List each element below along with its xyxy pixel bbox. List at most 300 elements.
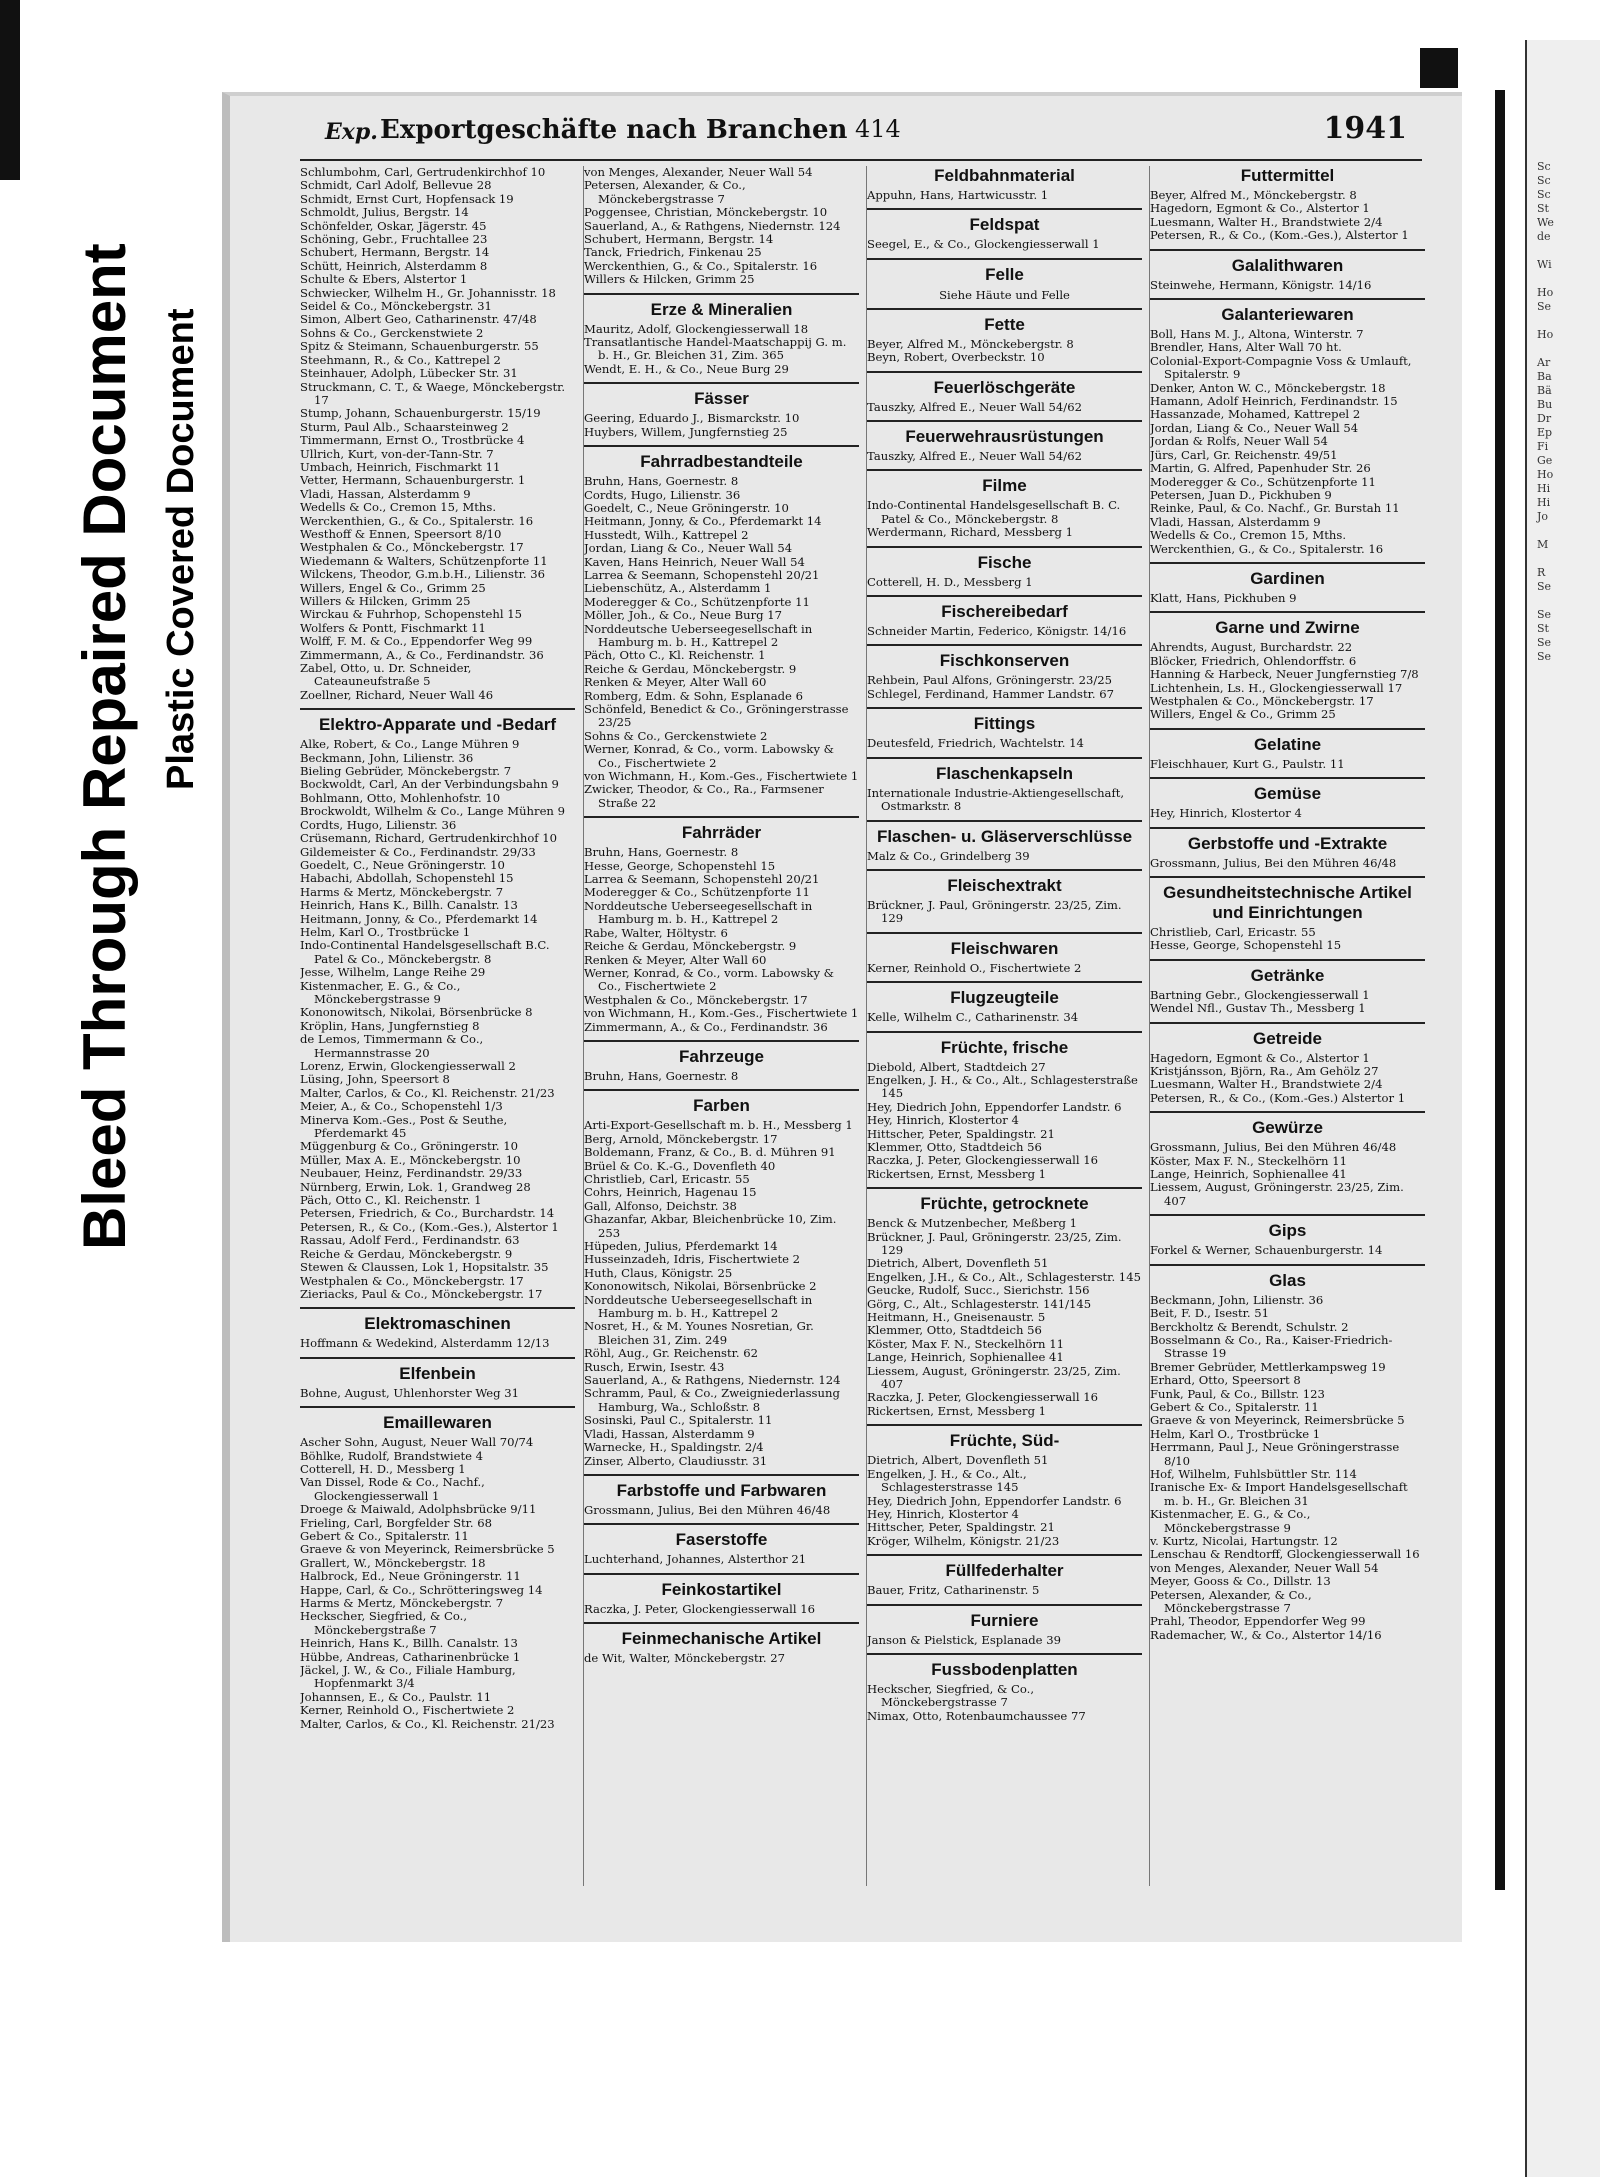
directory-entry: Rickertsen, Ernst, Messberg 1	[867, 1403, 1047, 1418]
directory-entry: Norddeutsche Ueberseegesellschaft in Hamburg m. b. H., Kattrepel 2	[584, 898, 813, 927]
directory-entry: Bohne, August, Uhlenhorster Weg 31	[300, 1385, 520, 1400]
directory-entry: Zoellner, Richard, Neuer Wall 46	[300, 687, 494, 702]
strip-fragment: Se	[1537, 650, 1552, 663]
directory-entry: Helm, Karl O., Trostbrücke 1	[300, 924, 471, 939]
directory-entry: Nimax, Otto, Rotenbaumchaussee 77	[867, 1708, 1086, 1723]
directory-entry: Geering, Eduardo J., Bismarckstr. 10	[584, 411, 800, 426]
directory-entry: Ullrich, Kurt, von-der-Tann-Str. 7	[300, 446, 494, 461]
directory-entry: Zimmermann, A., & Co., Ferdinandstr. 36	[300, 647, 544, 662]
directory-entry: Bockwoldt, Carl, An der Verbindungsbahn 9	[300, 777, 559, 792]
directory-entry: Petersen, R., & Co., (Kom.-Ges.), Alstertor 1	[1150, 228, 1409, 243]
header-year: 1941	[1323, 111, 1407, 146]
directory-entry: Berg, Arnold, Mönckebergstr. 17	[584, 1131, 778, 1146]
directory-entry: Moderegger & Co., Schützenpforte 11	[1150, 474, 1376, 489]
section-heading: Früchte, getrocknete	[867, 1187, 1142, 1214]
directory-entry: Jordan, Liang & Co., Neuer Wall 54	[584, 541, 793, 556]
directory-entry: Tauszky, Alfred E., Neuer Wall 54/62	[867, 449, 1082, 464]
strip-fragment	[1537, 314, 1554, 328]
directory-entry: Köster, Max F. N., Steckelhörn 11	[867, 1336, 1064, 1351]
directory-entry: Beyer, Alfred M., Mönckebergstr. 8	[1150, 188, 1357, 202]
directory-entry: Westphalen & Co., Mönckebergstr. 17	[300, 1273, 524, 1288]
directory-entry: Neubauer, Heinz, Ferdinandstr. 29/33	[300, 1166, 523, 1181]
directory-entry: Blöcker, Friedrich, Ohlendorffstr. 6	[1150, 653, 1357, 668]
directory-entry: Fleischhauer, Kurt G., Paulstr. 11	[1150, 756, 1345, 771]
directory-entry: Bieling Gebrüder, Mönckebergstr. 7	[300, 764, 512, 779]
directory-entry: Kerner, Reinhold O., Fischertwiete 2	[300, 1703, 515, 1718]
directory-entry: Vetter, Hermann, Schauenburgerstr. 1	[300, 473, 526, 488]
directory-entry: Schütt, Heinrich, Alsterdamm 8	[300, 258, 488, 273]
directory-entry: Forkel & Werner, Schauenburgerstr. 14	[1150, 1243, 1383, 1258]
section-heading: Felle	[867, 258, 1142, 285]
directory-entry: Jürs, Carl, Gr. Reichenstr. 49/51	[1150, 447, 1338, 462]
directory-entry: Indo-Continental Handelsgesellschaft B. C. Patel & Co., Mönckebergstr. 8	[867, 498, 1121, 526]
directory-entry: Schmoldt, Julius, Bergstr. 14	[300, 205, 469, 220]
directory-entry: Hagedorn, Egmont & Co., Alstertor 1	[1150, 1050, 1370, 1065]
directory-entry: Kristjánsson, Björn, Ra., Am Gehölz 27	[1150, 1064, 1379, 1079]
directory-entry: Wirckau & Fuhrhop, Schopenstehl 15	[300, 607, 523, 622]
directory-entry: Kononowitsch, Nikolai, Börsenbrücke 2	[584, 1279, 817, 1294]
directory-entry: Petersen, Juan D., Pickhuben 9	[1150, 487, 1332, 502]
directory-entry: Wendel Nfl., Gustav Th., Messberg 1	[1150, 1001, 1366, 1016]
directory-entry: Simon, Albert Geo, Catharinenstr. 47/48	[300, 312, 537, 327]
section-heading: Farben	[584, 1089, 859, 1116]
directory-entry: Hamann, Adolf Heinrich, Ferdinandstr. 15	[1150, 394, 1398, 409]
directory-entry: Westphalen & Co., Mönckebergstr. 17	[1150, 693, 1374, 708]
directory-entry: Graeve & von Meyerinck, Reimersbrücke 5	[1150, 1413, 1405, 1428]
strip-fragment: Hi	[1537, 482, 1551, 495]
section-heading: Fässer	[584, 382, 859, 409]
section-heading: Flaschen- u. Gläserverschlüsse	[867, 820, 1142, 847]
directory-entry: Bruhn, Hans, Goernestr. 8	[584, 845, 739, 860]
plastic-covered-label: Plastic Covered Document	[160, 308, 202, 790]
directory-entry: Wilckens, Theodor, G.m.b.H., Lilienstr. 36	[300, 567, 546, 582]
directory-entry: Zabel, Otto, u. Dr. Schneider, Cateauneufstraße 5	[300, 661, 472, 689]
directory-entry: Petersen, R., & Co., (Kom.-Ges.) Alstertor 1	[1150, 1090, 1406, 1105]
directory-entry: Sosinski, Paul C., Spitalerstr. 11	[584, 1413, 773, 1428]
adjacent-page-text	[1537, 160, 1554, 664]
directory-entry: Raczka, J. Peter, Glockengiesserwall 16	[867, 1390, 1099, 1405]
section-heading: Fischkonserven	[867, 644, 1142, 671]
directory-entry: Kröplin, Hans, Jungfernstieg 8	[300, 1018, 480, 1033]
directory-entry: Poggensee, Christian, Mönckebergstr. 10	[584, 205, 828, 220]
section-heading: Emaillewaren	[300, 1406, 575, 1433]
directory-entry: Seidel & Co., Mönckebergstr. 31	[300, 299, 492, 314]
directory-entry: Warnecke, H., Spaldingstr. 2/4	[584, 1440, 764, 1455]
directory-entry: Werckenthien, G., & Co., Spitalerstr. 16	[1150, 541, 1384, 556]
directory-entry: Kistenmacher, E. G., & Co., Mönckebergstrasse 9	[300, 978, 461, 1006]
directory-entry: Heitmann, Jonny, & Co., Pferdemarkt 14	[300, 911, 538, 926]
directory-entry: Schöning, Gebr., Fruchtallee 23	[300, 232, 488, 247]
directory-entry: Nürnberg, Erwin, Lok. 1, Grandweg 28	[300, 1179, 531, 1194]
strip-fragment: Ba	[1537, 370, 1552, 383]
directory-entry: Boldemann, Franz, & Co., B. d. Mühren 91	[584, 1145, 836, 1160]
directory-entry: Hagedorn, Egmont & Co., Alstertor 1	[1150, 201, 1370, 216]
directory-entry: Liebenschütz, A., Alsterdamm 1	[584, 581, 772, 596]
directory-entry: Rabe, Walter, Höltystr. 6	[584, 925, 728, 940]
strip-fragment	[1537, 342, 1554, 356]
section-heading: Garne und Zwirne	[1150, 611, 1425, 638]
strip-fragment	[1537, 244, 1554, 258]
directory-entry: Müller, Max A. E., Mönckebergstr. 10	[300, 1152, 521, 1167]
section-heading: Getreide	[1150, 1022, 1425, 1049]
directory-entry: Lichtenhein, Ls. H., Glockengiesserwall 17	[1150, 680, 1403, 695]
directory-entry: Vladi, Hassan, Alsterdamm 9	[1150, 514, 1321, 529]
section-heading: Fahrräder	[584, 816, 859, 843]
directory-entry: Heitmann, H., Gneisenaustr. 5	[867, 1310, 1046, 1325]
directory-entry: Hey, Diedrich John, Eppendorfer Landstr. 6	[867, 1099, 1122, 1114]
directory-entry: Hoffmann & Wedekind, Alsterdamm 12/13	[300, 1336, 550, 1351]
strip-fragment: R	[1537, 566, 1546, 579]
directory-entry: Ahrendts, August, Burchardstr. 22	[1150, 640, 1353, 655]
section-heading: Fussbodenplatten	[867, 1653, 1142, 1680]
section-heading: Fahrradbestandteile	[584, 445, 859, 472]
directory-entry: Bosselmann & Co., Ra., Kaiser-Friedrich-Strasse 19	[1150, 1332, 1393, 1361]
section-heading: Gerbstoffe und -Extrakte	[1150, 827, 1425, 854]
directory-entry: Werckenthien, G., & Co., Spitalerstr. 16	[584, 258, 818, 273]
directory-entry: Steinhauer, Adolph, Lübecker Str. 31	[300, 366, 518, 381]
strip-fragment: Ho	[1537, 286, 1554, 299]
directory-entry: Denker, Anton W. C., Mönckebergstr. 18	[1150, 380, 1386, 395]
directory-entry: Grossmann, Julius, Bei den Mühren 46/48	[1150, 1140, 1397, 1155]
section-heading: Flaschenkapseln	[867, 757, 1142, 784]
directory-entry: Huybers, Willem, Jungfernstieg 25	[584, 424, 788, 439]
directory-entry: Malter, Carlos, & Co., Kl. Reichenstr. 21/23	[300, 1716, 555, 1731]
directory-entry: Brückner, J. Paul, Gröningerstr. 23/25, Zim. 129	[867, 1229, 1122, 1257]
directory-entry: Jesse, Wilhelm, Lange Reihe 29	[300, 965, 486, 980]
strip-fragment: Se	[1537, 580, 1552, 593]
strip-fragment: Se	[1537, 300, 1552, 313]
directory-entry: Beyn, Robert, Overbeckstr. 10	[867, 350, 1045, 365]
strip-fragment: Ho	[1537, 468, 1554, 481]
section-heading: Gemüse	[1150, 777, 1425, 804]
directory-entry: Johannsen, E., & Co., Paulstr. 11	[300, 1689, 492, 1704]
directory-entry: Rassau, Adolf Ferd., Ferdinandstr. 63	[300, 1233, 520, 1248]
directory-entry: Jäckel, J. W., & Co., Filiale Hamburg, Hopfenmarkt 3/4	[300, 1663, 516, 1691]
directory-entry: Hof, Wilhelm, Fuhlsbüttler Str. 114	[1150, 1466, 1357, 1481]
strip-fragment: Sc	[1537, 160, 1551, 173]
section-heading: Fittings	[867, 707, 1142, 734]
directory-entry: Sturm, Paul Alb., Schaarsteinweg 2	[300, 419, 509, 434]
directory-entry: Bohlmann, Otto, Mohlenhofstr. 10	[300, 790, 501, 805]
directory-entry: Westphalen & Co., Mönckebergstr. 17	[584, 992, 808, 1007]
directory-entry: Reiche & Gerdau, Mönckebergstr. 9	[584, 939, 797, 954]
strip-fragment: Jo	[1537, 510, 1549, 523]
directory-entry: Schubert, Hermann, Bergstr. 14	[584, 232, 774, 247]
directory-entry: Kononowitsch, Nikolai, Börsenbrücke 8	[300, 1005, 533, 1020]
directory-entry: Diebold, Albert, Stadtdeich 27	[867, 1059, 1046, 1074]
directory-entry: Iranische Ex- & Import Handelsgesellschaft m. b. H., Gr. Bleichen 31	[1150, 1480, 1408, 1508]
directory-entry: Bartning Gebr., Glockengiesserwall 1	[1150, 987, 1370, 1002]
directory-entry: Hey, Hinrich, Klostertor 4	[867, 1506, 1019, 1521]
directory-entry: Gall, Alfonso, Deichstr. 38	[584, 1198, 737, 1213]
directory-entry: Klatt, Hans, Pickhuben 9	[1150, 590, 1297, 605]
directory-entry: Hittscher, Peter, Spaldingstr. 21	[867, 1520, 1055, 1535]
directory-entry: Spitz & Steimann, Schauenburgerstr. 55	[300, 339, 539, 354]
strip-fragment: Hi	[1537, 496, 1551, 509]
directory-entry: Moderegger & Co., Schützenpforte 11	[584, 885, 810, 900]
directory-entry: Helm, Karl O., Trostbrücke 1	[1150, 1426, 1321, 1441]
directory-entry: Engelken, J. H., & Co., Alt., Schlagesterstrasse 145	[867, 1466, 1027, 1495]
directory-entry: Happe, Carl, & Co., Schrötteringsweg 14	[300, 1582, 543, 1597]
strip-fragment: Ho	[1537, 328, 1554, 341]
directory-entry: Rehbein, Paul Alfons, Gröningerstr. 23/25	[867, 673, 1112, 688]
directory-entry: Lenschau & Rendtorff, Glockengiesserwall 16	[1150, 1547, 1420, 1562]
directory-entry: Malz & Co., Grindelberg 39	[867, 848, 1030, 863]
section-heading: Fahrzeuge	[584, 1040, 859, 1067]
directory-entry: Hüpeden, Julius, Pferdemarkt 14	[584, 1239, 778, 1253]
section-heading: Farbstoffe und Farbwaren	[584, 1474, 859, 1501]
column-1	[300, 166, 575, 1886]
directory-entry: Gildemeister & Co., Ferdinandstr. 29/33	[300, 844, 536, 859]
cross-reference: Siehe Häute und Felle	[939, 287, 1070, 302]
directory-entry: Stump, Johann, Schauenburgerstr. 15/19	[300, 406, 541, 421]
directory-entry: Appuhn, Hans, Hartwicusstr. 1	[867, 188, 1049, 202]
directory-entry: Stewen & Claussen, Lok 1, Hopsitalstr. 35	[300, 1260, 549, 1275]
directory-entry: Jordan, Liang & Co., Neuer Wall 54	[1150, 420, 1359, 435]
directory-entry: Zimmermann, A., & Co., Ferdinandstr. 36	[584, 1019, 828, 1034]
directory-entry: Willers & Hilcken, Grimm 25	[300, 594, 471, 608]
directory-entry: Martin, G. Alfred, Papenhuder Str. 26	[1150, 461, 1371, 476]
directory-entry: Zwicker, Theodor, & Co., Ra., Farmsener Straße 22	[584, 782, 824, 810]
directory-entry: Goedelt, C., Neue Gröningerstr. 10	[584, 500, 789, 515]
directory-entry: Grallert, W., Mönckebergstr. 18	[300, 1555, 486, 1570]
directory-entry: Brüel & Co. K.-G., Dovenfleth 40	[584, 1158, 776, 1173]
directory-entry: Gebert & Co., Spitalerstr. 11	[1150, 1399, 1319, 1414]
section-heading: Gelatine	[1150, 728, 1425, 755]
directory-entry: Werner, Konrad, & Co., vorm. Labowsky & Co., Fischertwiete 2	[584, 742, 834, 770]
directory-entry: Klemmer, Otto, Stadtdeich 56	[867, 1323, 1042, 1338]
directory-entry: Petersen, Alexander, & Co., Mönckebergstrasse 7	[1150, 1587, 1312, 1616]
strip-fragment: St	[1537, 202, 1549, 215]
page-edge-shadow	[1495, 90, 1505, 1890]
directory-entry: Bruhn, Hans, Goernestr. 8	[584, 1068, 739, 1083]
section-heading: Fische	[867, 546, 1142, 573]
directory-entry: Deutesfeld, Friedrich, Wachtelstr. 14	[867, 736, 1084, 751]
section-heading: Fischereibedarf	[867, 595, 1142, 622]
directory-entry: Schwiecker, Wilhelm H., Gr. Johannisstr. 18	[300, 285, 556, 300]
directory-entry: Boll, Hans M. J., Altona, Winterstr. 7	[1150, 327, 1364, 342]
strip-fragment: Fi	[1537, 440, 1549, 453]
directory-entry: Werner, Konrad, & Co., vorm. Labowsky & Co., Fischertwiete 2	[584, 965, 834, 994]
directory-entry: Ascher Sohn, August, Neuer Wall 70/74	[300, 1435, 534, 1450]
directory-entry: Hittscher, Peter, Spaldingstr. 21	[867, 1126, 1055, 1141]
section-heading: Filme	[867, 469, 1142, 496]
directory-entry: Heckscher, Siegfried, & Co., Mönckebergstraße 7	[300, 1609, 468, 1637]
directory-entry: Willers, Engel & Co., Grimm 25	[1150, 707, 1336, 722]
directory-entry: Umbach, Heinrich, Fischmarkt 11	[300, 459, 501, 474]
directory-entry: Harms & Mertz, Mönckebergstr. 7	[300, 884, 504, 899]
section-heading: Fleischextrakt	[867, 869, 1142, 896]
strip-fragment	[1537, 552, 1554, 566]
directory-entry: Schmidt, Carl Adolf, Bellevue 28	[300, 178, 492, 193]
directory-entry: Steehmann, R., & Co., Kattrepel 2	[300, 352, 501, 367]
strip-fragment: Bä	[1537, 384, 1552, 397]
directory-entry: Minerva Kom.-Ges., Post & Seuthe, Pferdemarkt 45	[300, 1112, 508, 1141]
directory-entry: Raczka, J. Peter, Glockengiesserwall 16	[584, 1601, 816, 1616]
directory-entry: Petersen, Alexander, & Co., Mönckebergstrasse 7	[584, 178, 746, 206]
strip-fragment: Bu	[1537, 398, 1553, 411]
section-heading: Feinmechanische Artikel	[584, 1622, 859, 1649]
strip-fragment: Dr	[1537, 412, 1552, 425]
strip-fragment: St	[1537, 622, 1549, 635]
section-heading: Füllfederhalter	[867, 1554, 1142, 1581]
directory-entry: Rademacher, W., & Co., Alstertor 14/16	[1150, 1627, 1382, 1642]
directory-entry: Brendler, Hans, Alter Wall 70 ht.	[1150, 340, 1342, 355]
directory-entry: Larrea & Seemann, Schopenstehl 20/21	[584, 567, 820, 582]
adjacent-page-strip	[1525, 40, 1600, 2177]
directory-entry: von Wichmann, H., Kom.-Ges., Fischertwiete 1	[584, 1006, 859, 1021]
directory-entry: Mauritz, Adolf, Glockengiesserwall 18	[584, 321, 809, 336]
directory-entry: Bremer Gebrüder, Mettlerkampsweg 19	[1150, 1359, 1386, 1374]
directory-entry: Hesse, George, Schopenstehl 15	[584, 858, 776, 873]
directory-entry: Görg, C., Alt., Schlagesterstr. 141/145	[867, 1296, 1092, 1311]
directory-entry: Lange, Heinrich, Sophienallee 41	[867, 1350, 1064, 1365]
directory-entry: Hey, Hinrich, Klostertor 4	[867, 1113, 1019, 1128]
directory-entry: Cordts, Hugo, Lilienstr. 36	[300, 817, 457, 832]
directory-entry: Reiche & Gerdau, Mönckebergstr. 9	[300, 1246, 513, 1261]
directory-entry: Colonial-Export-Compagnie Voss & Umlauft, Spitalerstr. 9	[1150, 353, 1412, 382]
directory-entry: Möller, Joh., & Co., Neue Burg 17	[584, 608, 783, 623]
strip-fragment: Ep	[1537, 426, 1553, 439]
section-heading: Gardinen	[1150, 562, 1425, 589]
directory-entry: Husstedt, Wilh., Kattrepel 2	[584, 527, 749, 542]
directory-entry: von Menges, Alexander, Neuer Wall 54	[1150, 1560, 1379, 1575]
directory-entry: Hübbe, Andreas, Catharinenbrücke 1	[300, 1649, 521, 1664]
directory-entry: Hanning & Harbeck, Neuer Jungfernstieg 7/8	[1150, 667, 1419, 682]
directory-entry: de Wit, Walter, Mönckebergstr. 27	[584, 1651, 786, 1666]
directory-entry: Larrea & Seemann, Schopenstehl 20/21	[584, 872, 820, 887]
directory-entry: Droege & Maiwald, Adolphsbrücke 9/11	[300, 1502, 537, 1517]
directory-entry: Kaven, Hans Heinrich, Neuer Wall 54	[584, 554, 805, 569]
directory-entry: von Wichmann, H., Kom.-Ges., Fischertwiete 1	[584, 769, 859, 784]
page-header	[230, 111, 1462, 151]
directory-entry: Moderegger & Co., Schützenpforte 11	[584, 594, 810, 609]
directory-entry: Hesse, George, Schopenstehl 15	[1150, 938, 1342, 953]
directory-entry: Husseinzadeh, Idris, Fischertwiete 2	[584, 1252, 801, 1267]
corner-mark-top-right	[1420, 48, 1458, 88]
directory-entry: Schmidt, Ernst Curt, Hopfensack 19	[300, 191, 514, 206]
section-heading: Faserstoffe	[584, 1523, 859, 1550]
directory-entry: Schönfeld, Benedict & Co., Gröningerstrasse 23/25	[584, 702, 849, 730]
directory-entry: Böhlke, Rudolf, Brandstwiete 4	[300, 1448, 484, 1463]
section-heading: Feuerwehrausrüstungen	[867, 420, 1142, 447]
directory-entry: Grossmann, Julius, Bei den Mühren 46/48	[1150, 855, 1397, 870]
directory-entry: Ghazanfar, Akbar, Bleichenbrücke 10, Zim. 253	[584, 1212, 837, 1240]
strip-fragment: Ge	[1537, 454, 1553, 467]
directory-entry: Engelken, J.H., & Co., Alt., Schlagesterstr. 145	[867, 1269, 1141, 1284]
directory-entry: Luesmann, Walter H., Brandstwiete 2/4	[1150, 1077, 1383, 1092]
strip-fragment: Wi	[1537, 258, 1552, 271]
directory-entry: Dietrich, Albert, Dovenfleth 51	[867, 1453, 1049, 1468]
section-heading: Früchte, Süd-	[867, 1424, 1142, 1451]
column-2	[583, 166, 859, 1886]
directory-entry: Wedells & Co., Cremon 15, Mths.	[1150, 528, 1347, 543]
section-heading: Gesundheitstechnische Artikel und Einrichtungen	[1150, 876, 1425, 923]
section-heading: Flugzeugteile	[867, 981, 1142, 1008]
directory-entry: Lüsing, John, Speersort 8	[300, 1072, 450, 1087]
directory-entry: Schulte & Ebers, Alstertor 1	[300, 272, 468, 287]
directory-entry: Internationale Industrie-Aktiengesellschaft, Ostmarkstr. 8	[867, 785, 1125, 814]
strip-fragment: Sc	[1537, 174, 1551, 187]
directory-entry: Timmermann, Ernst O., Trostbrücke 4	[300, 433, 525, 448]
strip-fragment: de	[1537, 230, 1551, 243]
section-heading: Galanteriewaren	[1150, 298, 1425, 325]
directory-entry: Sohns & Co., Gerckenstwiete 2	[584, 728, 768, 743]
strip-fragment: Ar	[1537, 356, 1551, 369]
directory-entry: Goedelt, C., Neue Gröningerstr. 10	[300, 857, 505, 872]
strip-fragment: Se	[1537, 608, 1552, 621]
section-heading: Getränke	[1150, 959, 1425, 986]
directory-entry: Beit, F. D., Isestr. 51	[1150, 1306, 1270, 1321]
directory-entry: Cordts, Hugo, Lilienstr. 36	[584, 487, 741, 502]
directory-entry: Funk, Paul, & Co., Billstr. 123	[1150, 1386, 1325, 1401]
directory-entry: Reiche & Gerdau, Mönckebergstr. 9	[584, 661, 797, 676]
directory-entry: Petersen, Friedrich, & Co., Burchardstr. 14	[300, 1206, 555, 1221]
directory-entry: Grossmann, Julius, Bei den Mühren 46/48	[584, 1502, 831, 1517]
directory-entry: Lorenz, Erwin, Glockengiesserwall 2	[300, 1059, 516, 1073]
directory-entry: Päch, Otto C., Kl. Reichenstr. 1	[584, 648, 766, 663]
directory-entry: Kröger, Wilhelm, Königstr. 21/23	[867, 1533, 1060, 1548]
section-heading: Furniere	[867, 1604, 1142, 1631]
directory-entry: Frieling, Carl, Borgfelder Str. 68	[300, 1515, 493, 1530]
directory-entry: Steinwehe, Hermann, Königstr. 14/16	[1150, 277, 1372, 292]
directory-entry: Christlieb, Carl, Ericastr. 55	[1150, 925, 1316, 939]
directory-columns	[300, 166, 1430, 1886]
directory-entry: Lange, Heinrich, Sophienallee 41	[1150, 1167, 1347, 1182]
directory-entry: Westhoff & Ennen, Speersort 8/10	[300, 526, 502, 541]
directory-entry: Meyer, Gooss & Co., Dillstr. 13	[1150, 1574, 1331, 1589]
directory-entry: Beckmann, John, Lilienstr. 36	[300, 750, 474, 765]
directory-entry: Köster, Max F. N., Steckelhörn 11	[1150, 1153, 1347, 1168]
directory-entry: Wolfers & Pontt, Fischmarkt 11	[300, 620, 486, 635]
directory-entry: Rusch, Erwin, Isestr. 43	[584, 1359, 725, 1374]
directory-entry: Röhl, Aug., Gr. Reichenstr. 62	[584, 1346, 759, 1361]
directory-entry: Reinke, Paul, & Co. Nachf., Gr. Burstah 11	[1150, 501, 1400, 516]
directory-entry: Zieriacks, Paul & Co., Mönckebergstr. 17	[300, 1286, 543, 1301]
directory-entry: Prahl, Theodor, Eppendorfer Weg 99	[1150, 1614, 1366, 1629]
directory-entry: Harms & Mertz, Mönckebergstr. 7	[300, 1596, 504, 1610]
directory-entry: Schlegel, Ferdinand, Hammer Landstr. 67	[867, 686, 1115, 701]
directory-entry: Wendt, E. H., & Co., Neue Burg 29	[584, 361, 789, 376]
directory-entry: Beckmann, John, Lilienstr. 36	[1150, 1292, 1324, 1307]
directory-entry: Wedells & Co., Cremon 15, Mths.	[300, 500, 497, 515]
directory-entry: Tanck, Friedrich, Finkenau 25	[584, 245, 762, 260]
directory-entry: Hey, Hinrich, Klostertor 4	[1150, 806, 1302, 821]
directory-entry: Raczka, J. Peter, Glockengiesserwall 16	[867, 1153, 1099, 1168]
directory-entry: Meier, A., & Co., Schopenstehl 1/3	[300, 1099, 503, 1114]
directory-entry: Brockwoldt, Wilhelm & Co., Lange Mühren 9	[300, 804, 565, 819]
directory-entry: Cotterell, H. D., Messberg 1	[867, 574, 1033, 589]
directory-entry: Seegel, E., & Co., Glockengiesserwall 1	[867, 237, 1100, 252]
directory-entry: Romberg, Edm. & Sohn, Esplanade 6	[584, 688, 803, 703]
directory-entry: Christlieb, Carl, Ericastr. 55	[584, 1171, 750, 1186]
directory-entry: Engelken, J. H., & Co., Alt., Schlagesterstraße 145	[867, 1072, 1138, 1101]
section-heading: Elektromaschinen	[300, 1307, 575, 1334]
directory-entry: Herrmann, Paul J., Neue Gröningerstrasse 8/10	[1150, 1440, 1400, 1468]
directory-entry: Kelle, Wilhelm C., Catharinenstr. 34	[867, 1010, 1079, 1025]
column-3	[866, 166, 1142, 1886]
directory-entry: Liessem, August, Gröningerstr. 23/25, Zim. 407	[867, 1363, 1121, 1392]
directory-entry: Hey, Diedrich John, Eppendorfer Landstr. 6	[867, 1493, 1122, 1508]
directory-entry: Indo-Continental Handelsgesellschaft B.C. Patel & Co., Mönckebergstr. 8	[300, 938, 550, 966]
section-heading: Elfenbein	[300, 1357, 575, 1384]
directory-entry: Sauerland, A., & Rathgens, Niedernstr. 124	[584, 218, 841, 233]
strip-fragment	[1537, 594, 1554, 608]
section-heading: Futtermittel	[1240, 166, 1335, 185]
section-heading: Gips	[1150, 1214, 1425, 1241]
directory-entry: Tauszky, Alfred E., Neuer Wall 54/62	[867, 399, 1082, 414]
directory-entry: Petersen, R., & Co., (Kom.-Ges.), Alstertor 1	[300, 1219, 559, 1234]
